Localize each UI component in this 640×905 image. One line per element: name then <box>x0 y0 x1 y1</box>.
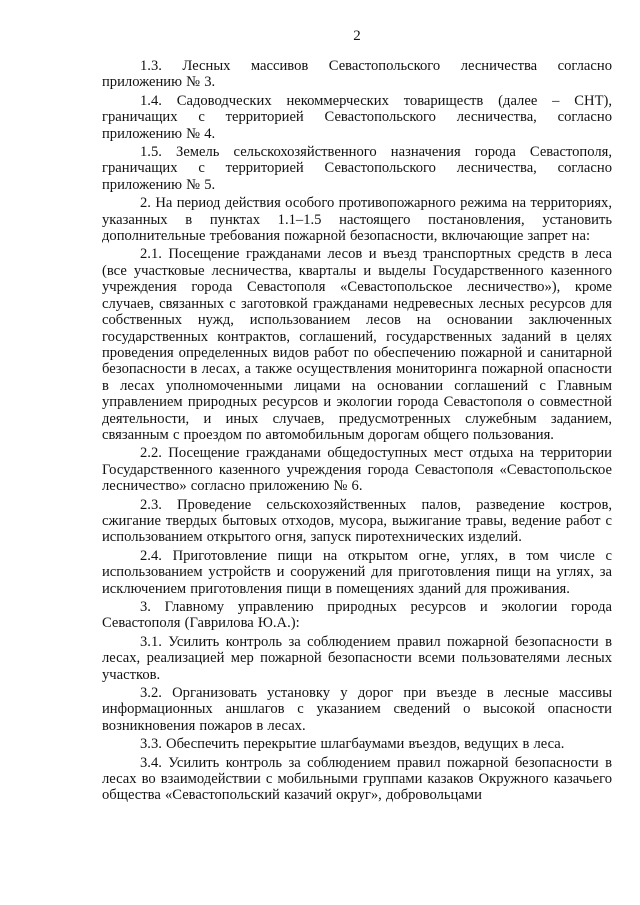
paragraph-1-4: 1.4. Садоводческих некоммерческих товариществ (далее – СНТ), граничащих с территорией Севастопольского лесничества, согласно приложению № 4. <box>102 92 612 142</box>
paragraph-1-3: 1.3. Лесных массивов Севастопольского лесничества согласно приложению № 3. <box>102 58 612 91</box>
paragraph-1-5: 1.5. Земель сельскохозяйственного назначения города Севастополя, граничащих с территорией Севастопольского лесничества, согласно приложению № 5. <box>102 144 612 193</box>
paragraph-3-2: 3.2. Организовать установку у дорог при въезде в лесные массивы информационных аншлагов с указанием сведений о высокой опасности возникновения пожаров в лесах. <box>102 685 612 734</box>
paragraph-2: 2. На период действия особого противопожарного режима на территориях, указанных в пунктах 1.1–1.5 настоящего постановления, установить дополнительные требования пожарной безопасности, включающие запрет на: <box>102 195 612 245</box>
paragraph-3-4: 3.4. Усилить контроль за соблюдением правил пожарной безопасности в лесах во взаимодействии с мобильными группами казаков Окружного казачьего общества «Севастопольский казачий округ», добровольцами <box>102 754 612 804</box>
page-number: 2 <box>353 28 361 44</box>
paragraph-2-2: 2.2. Посещение гражданами общедоступных мест отдыха на территории Государственного казенного учреждения города Севастополя «Севастопольское лесничество» согласно приложению № 6. <box>102 445 612 495</box>
paragraph-3-1: 3.1. Усилить контроль за соблюдением правил пожарной безопасности в лесах, реализацией мер пожарной безопасности всеми пользователями лесных участков. <box>102 633 612 683</box>
paragraph-3: 3. Главному управлению природных ресурсов и экологии города Севастополя (Гаврилова Ю.А.): <box>102 599 612 632</box>
document-body <box>102 58 612 806</box>
paragraph-3-3: 3.3. Обеспечить перекрытие шлагбаумами въездов, ведущих в леса. <box>140 736 565 753</box>
paragraph-2-4: 2.4. Приготовление пищи на открытом огне, углях, в том числе с использованием устройств и сооружений для приготовления пищи на углях, за исключением приготовления пищи в помещениях зданий для проживания. <box>102 547 612 597</box>
paragraph-2-3: 2.3. Проведение сельскохозяйственных палов, разведение костров, сжигание твердых бытовых отходов, мусора, выжигание травы, ведение работ с использованием открытого огня, запуск пиротехнических изделий. <box>102 496 612 546</box>
paragraph-2-1: 2.1. Посещение гражданами лесов и въезд транспортных средств в леса (все участковые лесничества, кварталы и выделы Государственного казенного учреждения города Севастополя «Севастопольское лесничество»), кроме случаев, связанных с заготовкой гражданами недревесных лесных ресурсов для собственных нужд, использованием лесов на основании заключенных государственных контрактов, соглашений, государственных заданий в целях проведения определенных видов работ по обеспечению пожарной и санитарной безопасности в лесах, а также осуществления мониторинга пожарной опасности в лесах уполномоченными лицами на основании соглашений с Главным управлением природных ресурсов и экологии города Севастополя о совместной деятельности, и иных случаев, предусмотренных служебным заданием, связанным с проездом по автомобильным дорогам общего пользования. <box>102 246 612 443</box>
